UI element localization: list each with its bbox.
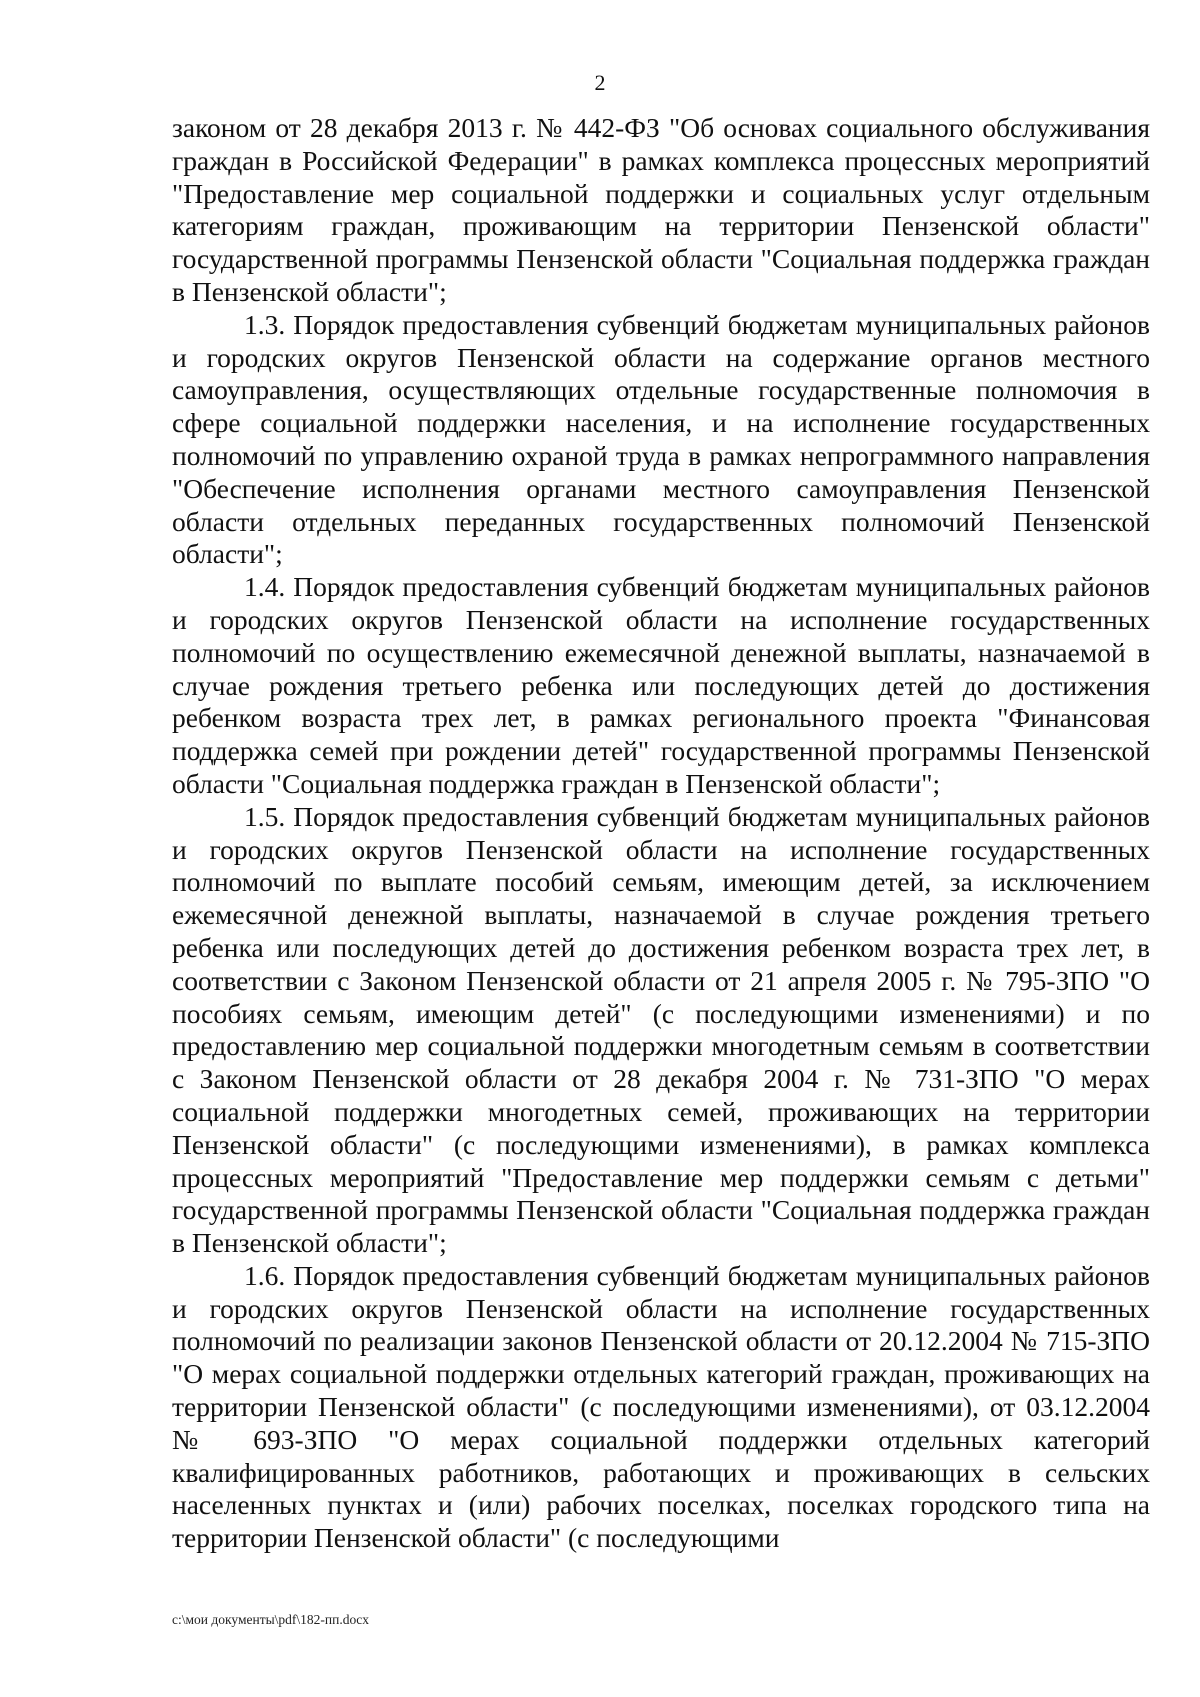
paragraph-1-4: 1.4. Порядок предоставления субвенций бюджетам муниципальных районов и городских округов Пензенской области на исполнение государственных полномочий по осуществлению ежемесячной денежной выплаты, назначаемой в случае рождения третьего ребенка или последующих детей до достижения ребенком возраста трех лет, в рамках регионального проекта "Финансовая поддержка семей при рождении детей" государственной программы Пензенской области "Социальная поддержка граждан в Пензенской области";: [172, 571, 1150, 799]
paragraph-1-3: 1.3. Порядок предоставления субвенций бюджетам муниципальных районов и городских округов Пензенской области на содержание органов местного самоуправления, осуществляющих отдельные государственные полномочия в сфере социальной поддержки населения, и на исполнение государственных полномочий по управлению охраной труда в рамках непрограммного направления "Обеспечение исполнения органами местного самоуправления Пензенской области отдельных переданных государственных полномочий Пензенской области";: [172, 308, 1150, 570]
footer-file-path: c:\мои документы\pdf\182-пп.docx: [172, 1612, 369, 1627]
paragraph-continuation: законом от 28 декабря 2013 г. № 442-ФЗ "Об основах социального обслуживания граждан в Российской Федерации" в рамках комплекса процессных мероприятий "Предоставление мер социальной поддержки и социальных услуг отдельным категориям граждан, проживающим на территории Пензенской области" государственной программы Пензенской области "Социальная поддержка граждан в Пензенской области";: [172, 112, 1150, 307]
paragraph-1-6: 1.6. Порядок предоставления субвенций бюджетам муниципальных районов и городских округов Пензенской области на исполнение государственных полномочий по реализации законов Пензенской области от 20.12.2004 № 715-ЗПО "О мерах социальной поддержки отдельных категорий граждан, проживающих на территории Пензенской области" (с последующими изменениями), от 03.12.2004 № 693-ЗПО "О мерах социальной поддержки отдельных категорий квалифицированных работников, работающих и проживающих в сельских населенных пунктах и (или) рабочих поселках, поселках городского типа на территории Пензенской области" (с последующими: [172, 1259, 1150, 1554]
page-number: 2: [594, 70, 606, 95]
document-body: [172, 112, 1150, 1555]
paragraph-1-5: 1.5. Порядок предоставления субвенций бюджетам муниципальных районов и городских округов Пензенской области на исполнение государственных полномочий по выплате пособий семьям, имеющим детей, за исключением ежемесячной денежной выплаты, назначаемой в случае рождения третьего ребенка или последующих детей до достижения ребенком возраста трех лет, в соответствии с Законом Пензенской области от 21 апреля 2005 г. № 795-ЗПО "О пособиях семьям, имеющим детей" (с последующими изменениями) и по предоставлению мер социальной поддержки многодетным семьям в соответствии с Законом Пензенской области от 28 декабря 2004 г. № 731-ЗПО "О мерах социальной поддержки многодетных семей, проживающих на территории Пензенской области" (с последующими изменениями), в рамках комплекса процессных мероприятий "Предоставление мер поддержки семьям с детьми" государственной программы Пензенской области "Социальная поддержка граждан в Пензенской области";: [172, 800, 1150, 1259]
